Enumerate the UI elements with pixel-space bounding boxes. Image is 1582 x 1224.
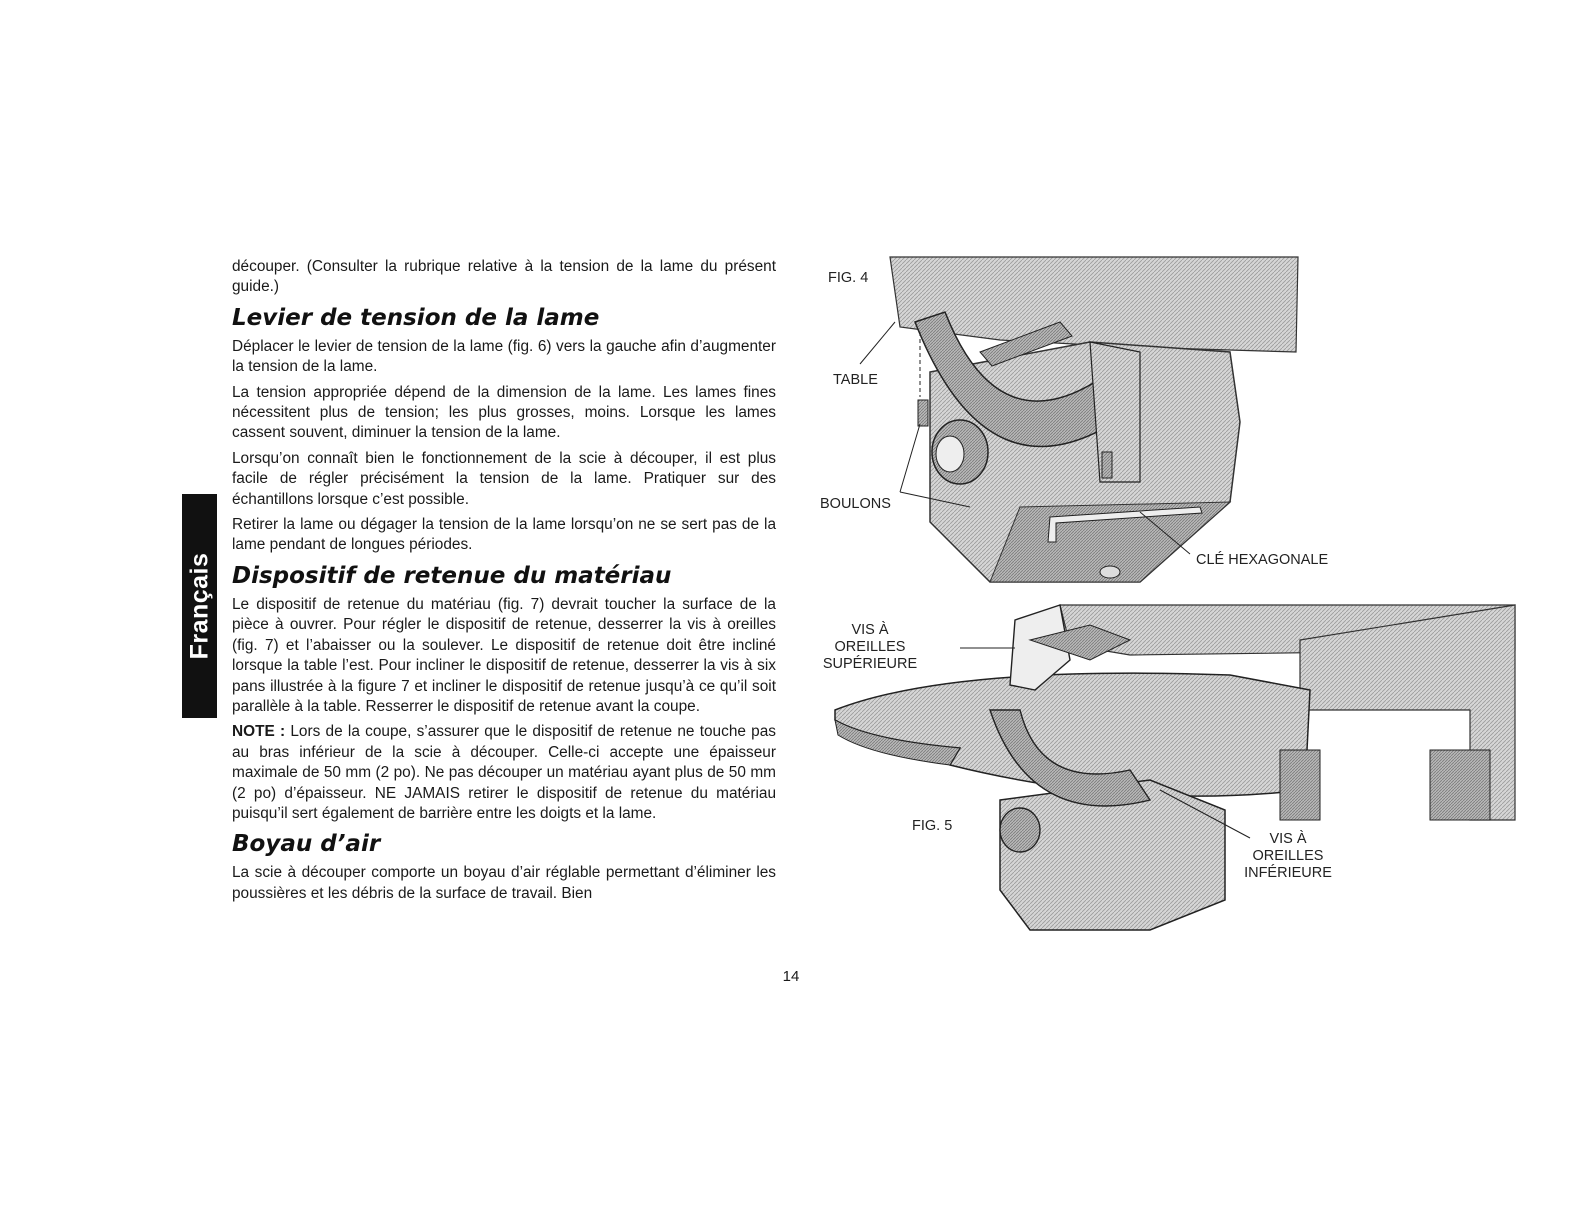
note-text: Lors de la coupe, s’assurer que le dispositif de retenue ne touche pas au bras inférieur de la scie à découper. Celle-ci accepte une épaisseur maximale de 50 mm (2 po). Ne pas découper un matériau ayant plus de 50 mm (2 po) d’épaisseur. NE JAMAIS retirer le dispositif de retenue du matériau puisqu’il sert également de barrière entre les doigts et la lame. — [232, 723, 776, 822]
heading-blade-tension-lever: Levier de tension de la lame — [232, 304, 600, 331]
lower-screw-line-1: VIS À — [1269, 831, 1307, 847]
heading-material-hold-down: Dispositif de retenue du matériau — [232, 562, 672, 589]
upper-screw-line-3: SUPÉRIEURE — [822, 656, 918, 672]
fig-5-title: FIG. 5 — [912, 818, 953, 834]
paragraph: Retirer la lame ou dégager la tension de la lame lorsqu’on ne se sert pas de la lame pendant de longues périodes. — [232, 516, 776, 554]
fig-4-label-bolts: BOULONS — [820, 496, 891, 512]
text-column — [232, 257, 776, 909]
fig-5-lower-screw-label — [1236, 831, 1340, 882]
intro-paragraph: découper. (Consulter la rubrique relative à la tension de la lame du présent guide.) — [232, 258, 776, 296]
upper-screw-line-2: OREILLES — [834, 639, 906, 655]
fig-4-title: FIG. 4 — [828, 270, 869, 286]
heading-air-hose: Boyau d’air — [232, 831, 381, 858]
paragraph: Le dispositif de retenue du matériau (fig. 7) devrait toucher la surface de la pièce à ouvrer. Pour régler le dispositif de retenue, desserrer la vis à oreilles (fig. 7) et l’abaisser ou la soulever. Le dispositif de retenue doit être incliné lorsque la table l’est. Pour incliner le dispositif de retenue, desserrer la vis à six pans illustrée à la figure 7 et incliner le dispositif de retenue jusqu’à ce qu’il soit parallèle à la table. Resserrer le dispositif de retenue avant la coupe. — [232, 595, 776, 715]
paragraph: Déplacer le levier de tension de la lame (fig. 6) vers la gauche afin d’augmenter la tension de la lame. — [232, 337, 776, 376]
page-number: 14 — [782, 968, 800, 985]
paragraph: La tension appropriée dépend de la dimension de la lame. Les lames fines nécessitent plus de tension; les plus grosses, moins. Lorsque les lames cassent souvent, diminuer la tension de la lame. — [232, 383, 776, 442]
fig-4-label-table: TABLE — [833, 372, 878, 388]
fig-4-label-hex-key: CLÉ HEXAGONALE — [1196, 552, 1329, 568]
note-label: NOTE : — [232, 723, 286, 741]
paragraph: Lorsqu’on connaît bien le fonctionnement de la scie à découper, il est plus facile de régler précisément la tension de la lame. Pratiquer sur des échantillons lorsque c’est possible. — [232, 449, 776, 508]
fig-4-illustration — [810, 252, 1350, 592]
lower-screw-line-3: INFÉRIEURE — [1244, 865, 1332, 881]
language-side-tab — [182, 494, 217, 718]
note-paragraph — [232, 722, 776, 824]
language-tab-label: Français — [185, 552, 213, 660]
upper-screw-line-1: VIS À — [851, 622, 889, 638]
lower-screw-line-2: OREILLES — [1252, 848, 1324, 864]
fig-5-upper-screw-label — [818, 622, 922, 673]
paragraph: La scie à découper comporte un boyau d’air réglable permettant d’éliminer les poussières et les débris de la surface de travail. Bien — [232, 864, 776, 902]
fig-5-illustration — [830, 600, 1520, 935]
